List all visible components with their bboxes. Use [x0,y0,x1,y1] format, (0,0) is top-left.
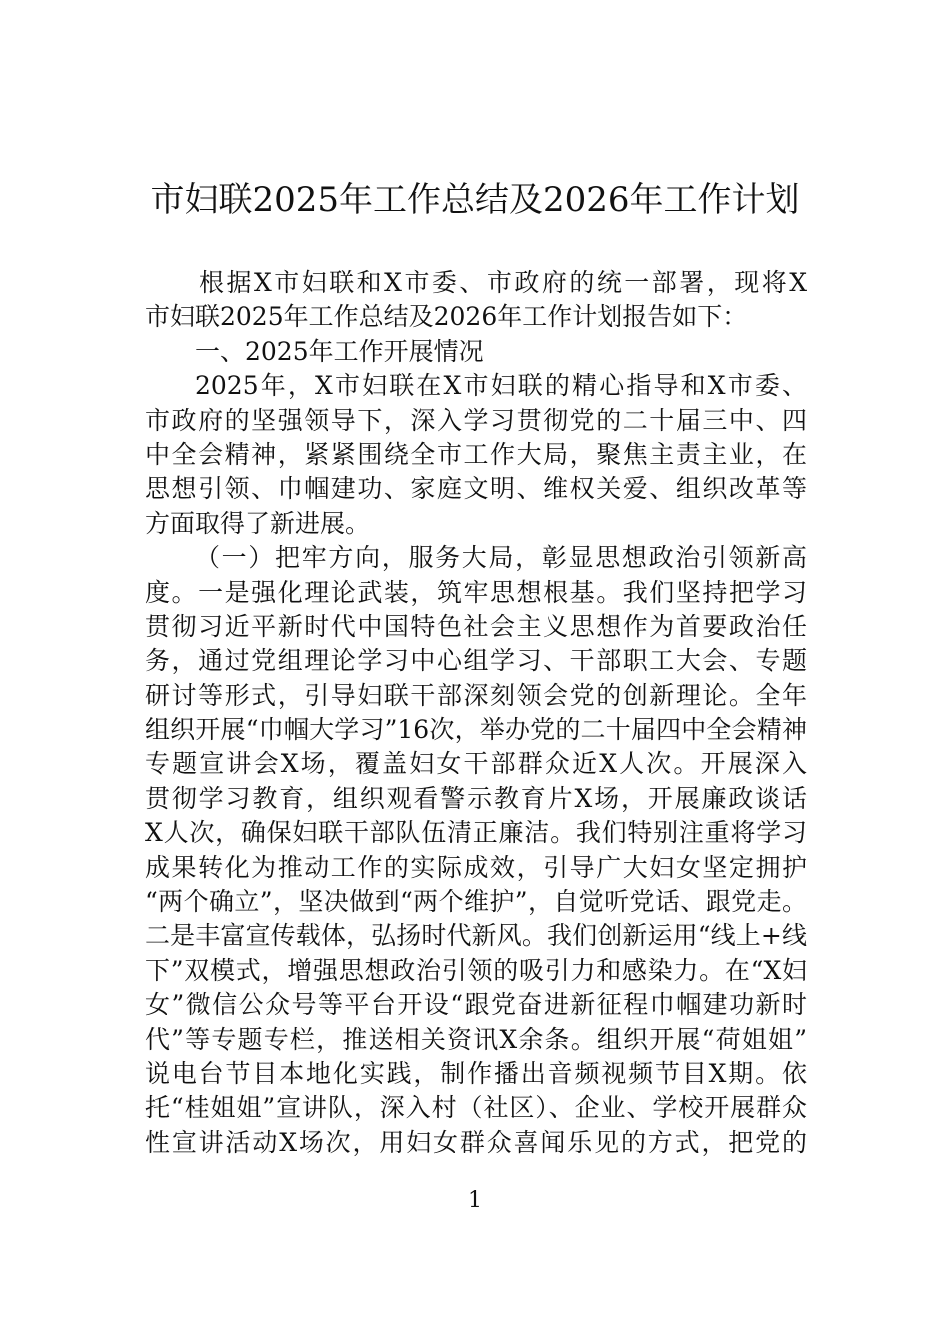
text-line: 研讨等形式，引导妇联干部深刻领会党的创新理论。全年 [145,680,807,710]
text-line: 二是丰富宣传载体，弘扬时代新风。我们创新运用“线上+线 [145,921,807,951]
document-body [145,266,807,1160]
paragraph [145,266,807,335]
text-line: 说电台节目本地化实践，制作播出音频视频节目X期。依 [145,1058,807,1088]
text-line: 组织开展“巾帼大学习”16次，举办党的二十届四中全会精神 [145,715,807,745]
text-line: 性宣讲活动X场次，用妇女群众喜闻乐见的方式，把党的 [145,1127,807,1157]
text-line: 2025年，X市妇联在X市妇联的精心指导和X市委、 [195,371,807,401]
text-line: “两个确立”，坚决做到“两个维护”，自觉听党话、跟党走。 [145,887,807,917]
text-line: 中全会精神，紧紧围绕全市工作大局，聚焦主责主业，在 [145,439,807,469]
paragraph [145,541,807,1160]
paragraph [145,369,807,541]
text-line: 一、2025年工作开展情况 [195,336,484,366]
text-line: 下”双模式，增强思想政治引领的吸引力和感染力。在“X妇 [145,955,807,985]
text-line: 女”微信公众号等平台开设“跟党奋进新征程巾帼建功新时 [145,990,807,1020]
text-line: （一）把牢方向，服务大局，彰显思想政治引领新高 [195,543,807,573]
text-line: 务，通过党组理论学习中心组学习、干部职工大会、专题 [145,646,807,676]
text-line: 贯彻习近平新时代中国特色社会主义思想作为首要政治任 [145,611,807,641]
text-line: 思想引领、巾帼建功、家庭文明、维权关爱、组织改革等 [145,474,807,504]
section-heading [145,335,807,369]
text-line: 贯彻学习教育，组织观看警示教育片X场，开展廉政谈话 [145,783,807,813]
text-line: 代”等专题专栏，推送相关资讯X余条。组织开展“荷姐姐” [145,1024,807,1054]
page-number: 1 [468,1188,482,1213]
text-line: 度。一是强化理论武装，筑牢思想根基。我们坚持把学习 [145,577,807,607]
text-line: 成果转化为推动工作的实际成效，引导广大妇女坚定拥护 [145,852,807,882]
text-line: 专题宣讲会X场，覆盖妇女干部群众近X人次。开展深入 [145,749,807,779]
text-line: 市政府的坚强领导下，深入学习贯彻党的二十届三中、四 [145,405,807,435]
document-title: 市妇联2025年工作总结及2026年工作计划 [150,180,800,220]
text-line: 托“桂姐姐”宣讲队，深入村（社区）、企业、学校开展群众 [145,1093,807,1123]
text-line: 根据X市妇联和X市委、市政府的统一部署，现将X [199,268,807,297]
text-line: 市妇联2025年工作总结及2026年工作计划报告如下： [145,302,748,332]
text-line: X人次，确保妇联干部队伍清正廉洁。我们特别注重将学习 [145,818,807,848]
text-line: 方面取得了新进展。 [145,508,371,538]
